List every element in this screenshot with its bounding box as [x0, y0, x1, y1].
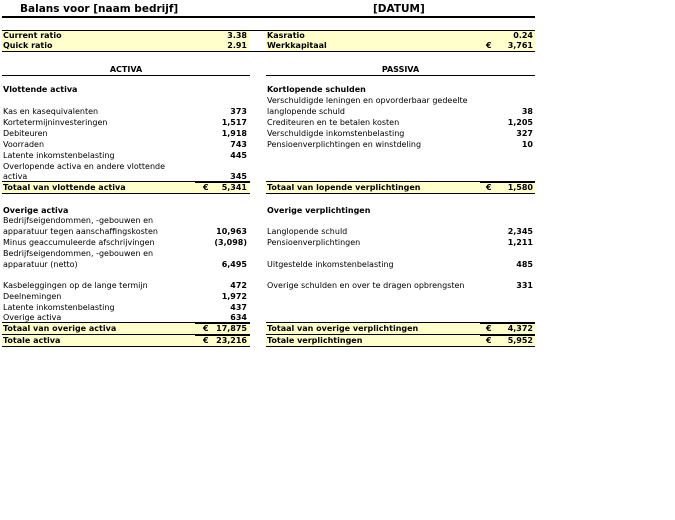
kort-total-label: Totaal van lopende verplichtingen	[267, 183, 421, 192]
ratio-bottom-border	[2, 51, 535, 52]
kasratio-label: Kasratio	[267, 31, 305, 40]
list-item-label: Bedrijfseigendommen, -gebouwen en	[3, 249, 154, 258]
kortlopende-schulden-title: Kortlopende schulden	[267, 85, 366, 94]
list-item-label: activa	[3, 172, 28, 181]
kort-total-bottom	[266, 193, 535, 194]
list-item-label: Kas en kasequivalenten	[3, 107, 99, 116]
activa-header-underline	[2, 75, 250, 76]
list-item-label: Uitgestelde inkomstenbelasting	[267, 260, 394, 269]
list-item-label: Verschuldigde leningen en opvorderbaar gedeelte	[267, 96, 468, 105]
list-item-label: Debiteuren	[3, 129, 48, 138]
overige-verplichtingen-title: Overige verplichtingen	[267, 206, 371, 215]
werkkapitaal-value: 3,761	[507, 41, 533, 50]
vlottende-total-value: 5,341	[221, 183, 247, 192]
list-item-label: Bedrijfseigendommen, -gebouwen en	[3, 216, 154, 225]
kasratio-value: 0.24	[513, 31, 533, 40]
totale-activa-value: 23,216	[216, 336, 247, 345]
totale-verplichtingen-currency: €	[486, 336, 492, 345]
list-item-value: 10	[521, 140, 533, 149]
list-item-label: Langlopende schuld	[267, 227, 348, 236]
overige-verpl-total-label: Totaal van overige verplichtingen	[267, 324, 419, 333]
list-item-value: 743	[230, 140, 247, 149]
list-item-label: Latente inkomstenbelasting	[3, 303, 115, 312]
list-item-label: Verschuldigde inkomstenbelasting	[267, 129, 405, 138]
list-item-value: 38	[521, 107, 533, 116]
list-item-label: Overige schulden en over te dragen opbrengsten	[267, 281, 465, 290]
overige-activa-title: Overige activa	[3, 206, 69, 215]
list-item-label: Overige activa	[3, 313, 62, 322]
totale-activa-label: Totale activa	[3, 336, 61, 345]
list-item-label: Crediteuren en te betalen kosten	[267, 118, 400, 127]
list-item-label: Voorraden	[3, 140, 45, 149]
quick-ratio-value: 2.91	[227, 41, 247, 50]
werkkapitaal-label: Werkkapitaal	[267, 41, 327, 50]
list-item-value: 331	[516, 281, 533, 290]
totale-verplichtingen-label: Totale verplichtingen	[267, 336, 363, 345]
list-item-label: apparatuur tegen aanschaffingskosten	[3, 227, 158, 236]
title-underline	[2, 16, 535, 18]
overige-verpl-total-value: 4,372	[507, 324, 533, 333]
list-item-value: 345	[230, 172, 247, 181]
list-item-label: Pensioenverplichtingen	[267, 238, 361, 247]
list-item-label: Deelnemingen	[3, 292, 62, 301]
list-item-value: 1,972	[221, 292, 247, 301]
list-item-value: 1,211	[507, 238, 533, 247]
totale-verplichtingen-value: 5,952	[507, 336, 533, 345]
vlottende-total-currency: €	[203, 183, 209, 192]
list-item-value: 485	[516, 260, 533, 269]
list-item-value: 1,918	[221, 129, 247, 138]
list-item-label: Overlopende activa en andere vlottende	[3, 162, 166, 171]
list-item-label: Latente inkomstenbelasting	[3, 151, 115, 160]
list-item-value: 1,517	[221, 118, 247, 127]
overige-activa-total-label: Totaal van overige activa	[3, 324, 117, 333]
vlottende-total-bottom	[2, 193, 250, 194]
quick-ratio-label: Quick ratio	[3, 41, 53, 50]
kort-total-value: 1,580	[507, 183, 533, 192]
list-item-label: apparatuur (netto)	[3, 260, 78, 269]
current-ratio-value: 3.38	[227, 31, 247, 40]
passiva-grand-total-bottom	[266, 346, 535, 347]
list-item-value: 373	[230, 107, 247, 116]
werkkapitaal-currency: €	[486, 41, 492, 50]
overige-verpl-total-currency: €	[486, 324, 492, 333]
list-item-value: 1,205	[507, 118, 533, 127]
list-item-value: 634	[230, 313, 247, 322]
overige-activa-total-value: 17,875	[216, 324, 247, 333]
list-item-value: 6,495	[221, 260, 247, 269]
vlottende-activa-title: Vlottende activa	[3, 85, 78, 94]
list-item-label: langlopende schuld	[267, 107, 346, 116]
list-item-value: 327	[516, 129, 533, 138]
list-item-value: 10,963	[216, 227, 247, 236]
date-placeholder: [DATUM]	[373, 3, 425, 15]
list-item-value: 2,345	[507, 227, 533, 236]
list-item-label: Kasbeleggingen op de lange termijn	[3, 281, 148, 290]
list-item-label: Kortetermijninvesteringen	[3, 118, 108, 127]
activa-header: ACTIVA	[109, 65, 143, 74]
passiva-header-underline	[266, 75, 535, 76]
overige-activa-total-currency: €	[203, 324, 209, 333]
kort-total-currency: €	[486, 183, 492, 192]
list-item-value: (3,098)	[214, 238, 247, 247]
list-item-label: Pensioenverplichtingen en winstdeling	[267, 140, 422, 149]
balance-sheet-title: Balans voor [naam bedrijf]	[20, 3, 179, 15]
list-item-value: 445	[230, 151, 247, 160]
activa-grand-total-bottom	[2, 346, 250, 347]
current-ratio-label: Current ratio	[3, 31, 62, 40]
totale-activa-currency: €	[203, 336, 209, 345]
passiva-header: PASSIVA	[381, 65, 420, 74]
list-item-value: 437	[230, 303, 247, 312]
vlottende-total-label: Totaal van vlottende activa	[3, 183, 126, 192]
list-item-value: 472	[230, 281, 247, 290]
list-item-label: Minus geaccumuleerde afschrijvingen	[3, 238, 155, 247]
